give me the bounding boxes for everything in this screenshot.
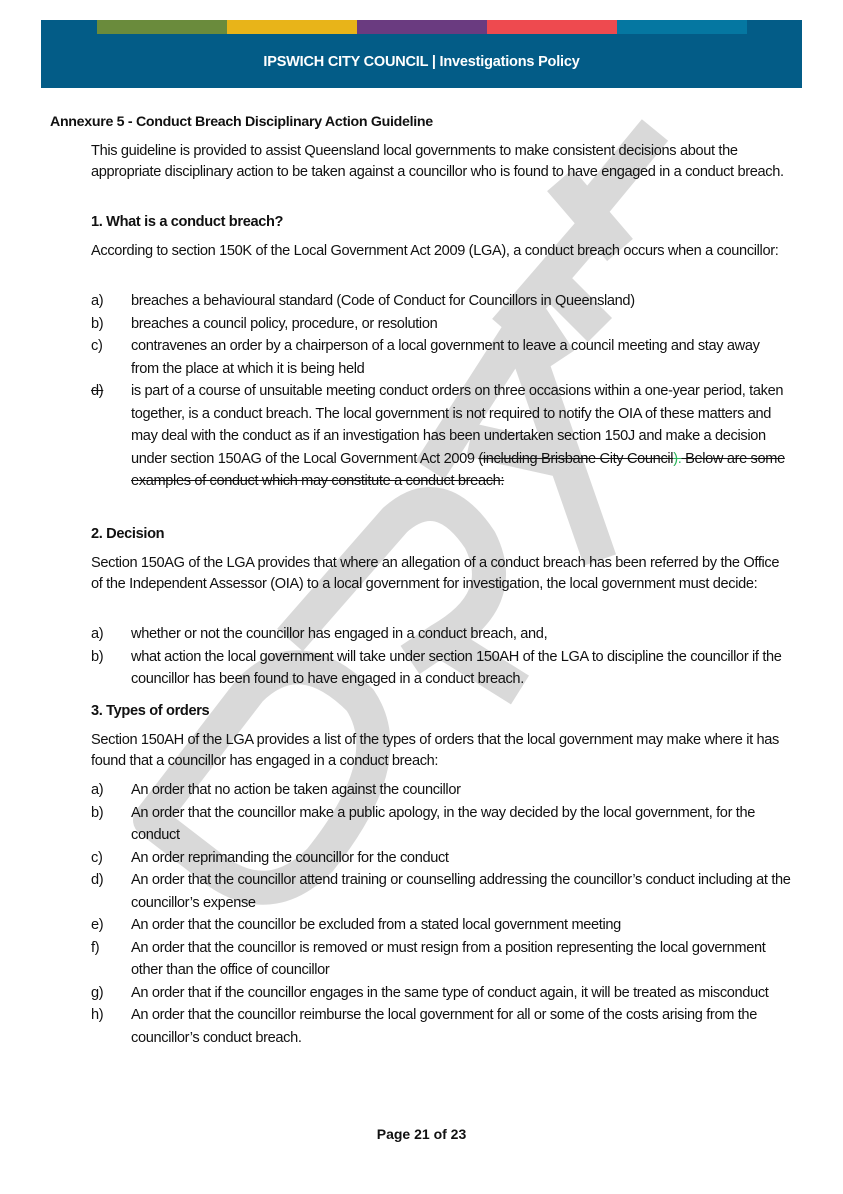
header-stripe-yellow <box>227 20 357 34</box>
header-title: IPSWICH CITY COUNCIL | Investigations Policy <box>263 54 580 70</box>
list-item <box>91 646 791 691</box>
list-label: b) <box>91 804 104 821</box>
header-stripe-blue <box>617 20 747 34</box>
page-number: Page 21 of 23 <box>376 1126 467 1142</box>
list-label: h) <box>91 1007 104 1023</box>
section2-paragraph: Section 150AG of the LGA provides that where an allegation of a conduct breach has been referred by the Office of the Independent Assessor (OIA) to a local government for investigation, the local government must decide: <box>91 555 780 592</box>
list-text: is part of a course of unsuitable meeting conduct orders on three occasions within a one-year period, taken together, is a conduct breach. The local government is not required to notify the OIA of these matters and may deal with the conduct as if an investigation has been undertaken section 150J and make a decision under section 150AG of the Local Government Act 2009 <box>131 383 784 467</box>
header-stripe-green <box>97 20 227 34</box>
list-label: d) <box>91 872 104 888</box>
list-text: An order reprimanding the councillor for the conduct <box>131 849 449 866</box>
list-label: c) <box>91 849 103 866</box>
list-item <box>91 847 791 870</box>
list-text: An order that the councillor is removed or must resign from a position representing the local government other than the office of councillor <box>131 939 766 978</box>
deleted-text: Below are some examples of conduct which may constitute a conduct breach: <box>131 450 785 489</box>
list-item <box>91 982 791 1005</box>
list-item <box>91 1004 791 1049</box>
list-text: An order that if the councillor engages in the same type of conduct again, it will be treated as misconduct <box>131 984 769 1001</box>
list-item <box>91 937 791 982</box>
list-item <box>91 313 791 336</box>
section3-heading: 3. Types of orders <box>91 703 210 719</box>
list-item <box>91 290 791 313</box>
section2-heading: 2. Decision <box>91 526 165 542</box>
section1-list <box>91 290 791 493</box>
list-label-struck: d) <box>91 383 104 399</box>
annex-title: Annexure 5 - Conduct Breach Disciplinary Action Guideline <box>50 114 433 130</box>
header-stripe-purple <box>357 20 487 34</box>
list-label: e) <box>91 917 104 933</box>
list-text: An order that the councillor make a public apology, in the way decided by the local government, for the conduct <box>131 804 756 843</box>
section1-paragraph: According to section 150K of the Local Government Act 2009 (LGA), a conduct breach occurs when a councillor: <box>91 243 779 259</box>
list-text: whether or not the councillor has engaged in a conduct breach, and, <box>131 626 548 642</box>
list-label: g) <box>91 984 104 1001</box>
list-label: c) <box>91 338 103 354</box>
list-item <box>91 914 791 937</box>
list-label: a) <box>91 626 104 642</box>
list-label: b) <box>91 315 104 332</box>
list-text: what action the local government will take under section 150AH of the LGA to discipline the councillor if the councillor has been found to have engaged in a conduct breach. <box>131 648 782 687</box>
list-text: An order that the councillor reimburse the local government for all or some of the costs arising from the councillor’s conduct breach. <box>131 1007 757 1046</box>
list-item <box>91 335 791 380</box>
list-text: An order that the councillor attend training or counselling addressing the councillor’s conduct including at the councillor’s expense <box>131 872 791 911</box>
list-text: An order that the councillor be excluded from a stated local government meeting <box>131 917 621 933</box>
list-label: a) <box>91 293 104 309</box>
section3-list <box>91 779 791 1049</box>
list-item <box>91 802 791 847</box>
section2-list <box>91 623 791 691</box>
list-item <box>91 623 791 646</box>
document-header <box>41 20 802 88</box>
list-item-tracked-change <box>91 380 791 493</box>
deleted-text: (including Brisbane City Council <box>478 450 674 467</box>
list-item <box>91 869 791 914</box>
list-label: b) <box>91 648 104 665</box>
list-text: contravenes an order by a chairperson of a local government to leave a council meeting and stay away from the place at which it is being held <box>131 338 760 377</box>
intro-paragraph: This guideline is provided to assist Queensland local governments to make consistent decisions about the appropriate disciplinary action to be taken against a councillor who is found to have engaged in a conduct breach. <box>91 143 784 180</box>
list-text: breaches a behavioural standard (Code of Conduct for Councillors in Queensland) <box>131 293 635 309</box>
section1-heading: 1. What is a conduct breach? <box>91 214 284 230</box>
deleted-text-highlight: ). <box>673 450 682 467</box>
list-label: f) <box>91 939 100 956</box>
section3-paragraph: Section 150AH of the LGA provides a list of the types of orders that the local government may make where it has found that a councillor has engaged in a conduct breach: <box>91 732 779 769</box>
list-item <box>91 779 791 802</box>
list-label: a) <box>91 782 104 798</box>
header-stripe-red <box>487 20 617 34</box>
list-text: breaches a council policy, procedure, or resolution <box>131 315 438 332</box>
list-text: An order that no action be taken against the councillor <box>131 782 461 798</box>
